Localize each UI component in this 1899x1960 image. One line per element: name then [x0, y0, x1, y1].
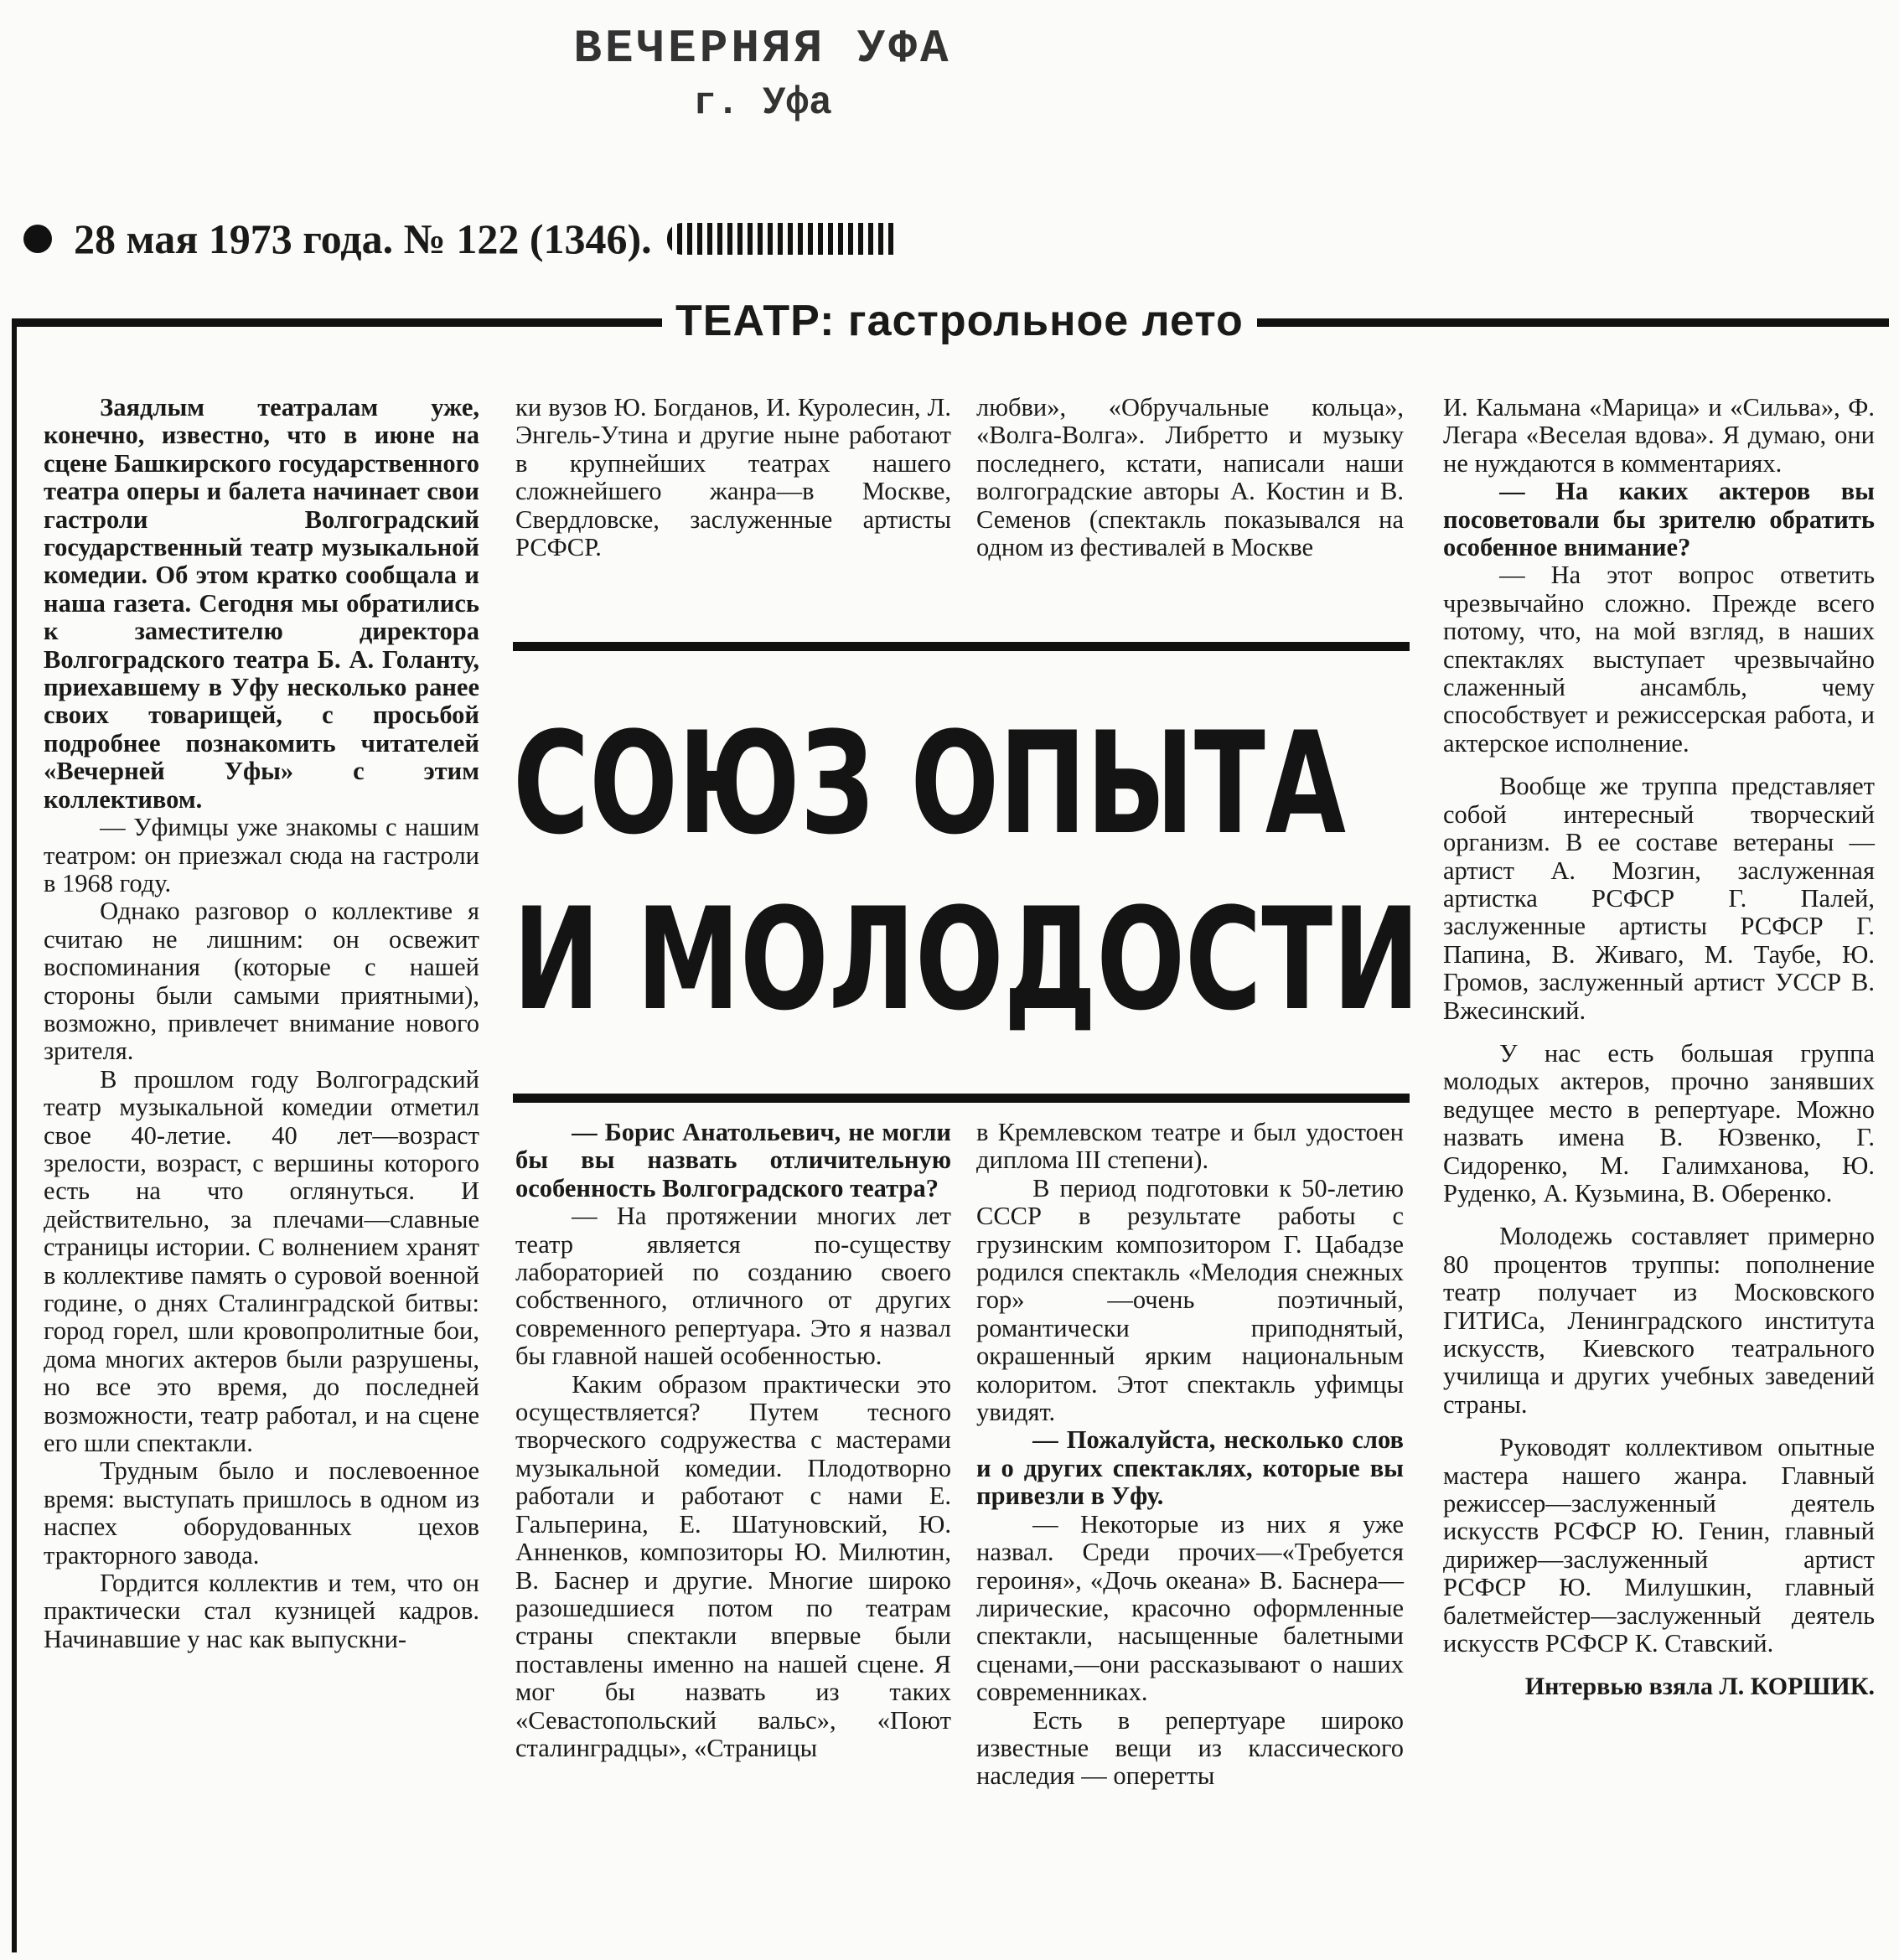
paragraph: Есть в репертуаре широко известные вещи из классического наследия — оперетты	[976, 1705, 1404, 1791]
headline-rule-bottom	[513, 1094, 1410, 1103]
paragraph: В прошлом году Волгоградский театр музыкальной комедии отметил свое 40-летие. 40 лет—возраст зрелости, возраст, с вершины которого есть на что оглянуться. И действительно, за плечами—славные страницы истории. С волнением хранят в коллективе память о суровой военной године, о днях Сталинградской битвы: город горел, шли кровопролитные бои, дома многих актеров были разрушены, но все это время, до последней возможности, театр работал, и на сцене его шли спектакли.	[44, 1064, 479, 1458]
column-3-top	[976, 394, 1404, 561]
paragraph: Гордится коллектив и тем, что он практически стал кузницей кадров. Начинавшие у нас как выпускни-	[44, 1569, 479, 1653]
paragraph: И. Кальмана «Марица» и «Сильва», Ф. Легара «Веселая вдова». Я думаю, они не нуждаются в комментариях.	[1443, 393, 1875, 478]
paragraph: В период подготовки к 50-летию СССР в результате работы с грузинским композитором Г. Цабадзе родился спектакль «Мелодия снежных гор» —очень поэтичный, романтически приподнятый, окрашенный ярким национальным колоритом. Этот спектакль уфимцы увидят.	[976, 1173, 1404, 1427]
question-paragraph: — Пожалуйста, несколько слов и о других спектаклях, которые вы привезли в Уфу.	[976, 1425, 1404, 1511]
article-headline	[513, 687, 1420, 1081]
paragraph: — Некоторые из них я уже назвал. Среди прочих—«Требуется героиня», «Дочь океана» В. Баснера—лирические, красочно оформленные спектакли, насыщенные балетными сценами,—они рассказывают о наших современниках.	[976, 1509, 1404, 1707]
question-paragraph: — Борис Анатольевич, не могли бы вы назвать отличительную особенность Волгоградского театра?	[515, 1118, 951, 1202]
column-2-top	[515, 394, 951, 561]
lead-paragraph: Заядлым театралам уже, конечно, известно, что в июне на сцене Башкирского государственного театра оперы и балета начинает свои гастроли Волгоградский государственный театр музыкальной комедии. Об этом кратко сообщала и наша газета. Сегодня мы обратились к заместителю директора Волгоградского театра Б. А. Голанту, приехавшему в Уфу несколько ранее своих товарищей, с просьбой подробнее познакомить читателей «Вечерней Уфы» с этим коллективом.	[44, 393, 479, 814]
headline-line-2: И МОЛОДОСТИ	[513, 877, 1420, 1042]
paragraph: У нас есть большая группа молодых актеров, прочно занявших ведущее место в репертуаре. Можно назвать имена В. Юзвенко, Г. Сидоренко, М. Галимханова, Ю. Руденко, А. Кузьмина, В. Оберенко.	[1443, 1038, 1875, 1208]
paragraph: Вообще же труппа представляет собой интересный творческий организм. В ее составе ветераны — артист А. Мозгин, заслуженная артистка РСФСР Г. Палей, заслуженные артисты РСФСР Г. Папина, В. Живаго, М. Таубе, Ю. Громов, заслуженный артист УССР В. Вжесинский.	[1443, 772, 1875, 1025]
question-paragraph: — На каких актеров вы посоветовали бы зрителю обратить особенное внимание?	[1443, 477, 1875, 562]
newspaper-city: г. Уфа	[693, 81, 832, 125]
issue-date-text: 28 мая 1973 года. № 122 (1346).	[74, 215, 652, 262]
newspaper-name: ВЕЧЕРНЯЯ УФА	[573, 22, 952, 75]
newspaper-stamp	[545, 18, 981, 127]
section-rubric: ТЕАТР: гастрольное лето	[662, 292, 1257, 350]
hatch-ornament	[667, 223, 893, 255]
bullet-dot-icon	[23, 225, 52, 253]
paragraph: Руководят коллективом опытные мастера нашего жанра. Главный режиссер—заслуженный деятель искусств РСФСР Ю. Генин, главный дирижер—заслуженный артист РСФСР Ю. Милушкин, главный балетмейстер—заслуженный деятель искусств РСФСР К. Ставский.	[1443, 1433, 1875, 1658]
paragraph: — Уфимцы уже знакомы с нашим театром: он приезжал сюда на гастроли в 1968 году.	[44, 813, 479, 897]
column-3-bottom	[976, 1119, 1404, 1791]
author-signature: Интервью взяла Л. КОРШИК.	[1524, 1673, 1875, 1701]
paragraph: — На этот вопрос ответить чрезвычайно сложно. Прежде всего потому, что, на мой взгляд, в наших спектаклях выступает чрезвычайно слаженный ансамбль, чему способствует и режиссерская работа, и актерское исполнение.	[1443, 561, 1875, 758]
column-1	[44, 394, 479, 1653]
paragraph: в Кремлевском театре и был удостоен диплома III степени).	[976, 1118, 1404, 1175]
paragraph: Однако разговор о коллективе я считаю не лишним: он освежит воспоминания (которые с нашей стороны были самыми приятными), возможно, привлечет внимание нового зрителя.	[44, 897, 479, 1066]
headline-line-1: СОЮЗ ОПЫТА	[513, 701, 1347, 866]
column-2-bottom	[515, 1119, 951, 1762]
paragraph: Молодежь составляет примерно 80 процентов труппы: пополнение театр получает из Московского ГИТИСа, Ленинградского института искусств, Киевского театрального училища и других учебных заведений страны.	[1443, 1222, 1875, 1419]
paragraph: Трудным было и послевоенное время: выступать пришлось в одном из наспех оборудованных цехов тракторного завода.	[44, 1456, 479, 1570]
paragraph: ки вузов Ю. Богданов, И. Куролесин, Л. Энгель-Утина и другие ныне работают в крупнейших театрах нашего сложнейшего жанра—в Москве, Свердловске, заслуженные артисты РСФСР.	[515, 393, 951, 562]
issue-dateline	[23, 214, 893, 264]
column-4	[1443, 394, 1875, 1701]
paragraph: — На протяжении многих лет театр является по-существу лабораторией по созданию своего собственного, отличного от других современного репертуара. Это я назвал бы главной нашей особенностью.	[515, 1202, 951, 1371]
paragraph: любви», «Обручальные кольца», «Волга-Волга». Либретто и музыку последнего, кстати, написали наши волгоградские авторы А. Костин и В. Семенов (спектакль показывался на одном из фестивалей в Москве	[976, 393, 1404, 562]
headline-rule-top	[513, 642, 1410, 651]
paragraph: Каким образом практически это осуществляется? Путем тесного творческого содружества с мастерами музыкальной комедии. Плодотворно работали и работают с нами Е. Гальперина, Е. Шатуновский, Ю. Анненков, композиторы Ю. Милютин, В. Баснер и другие. Многие широко разошедшиеся потом по театрам страны спектакли впервые были поставлены именно на нашей сцене. Я мог бы назвать из таких «Севастопольский вальс», «Поют сталинградцы», «Страницы	[515, 1369, 951, 1762]
